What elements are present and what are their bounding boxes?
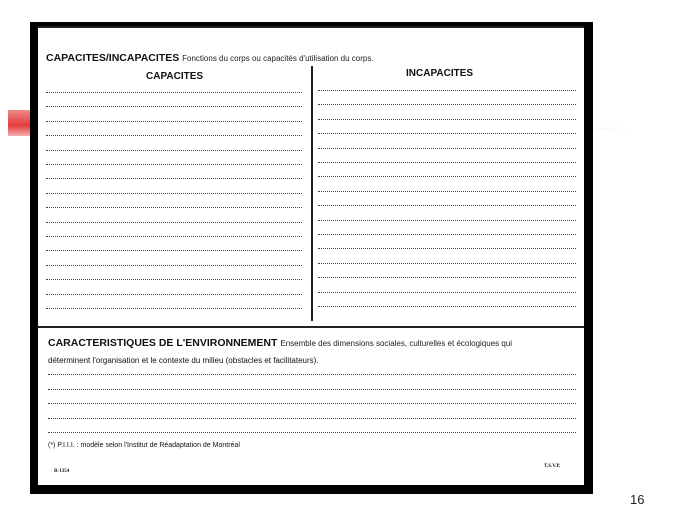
dotted-write-line[interactable] xyxy=(46,135,302,136)
dotted-write-line[interactable] xyxy=(46,193,302,194)
dotted-write-line[interactable] xyxy=(46,178,302,179)
dotted-write-line[interactable] xyxy=(48,432,576,433)
dotted-write-line[interactable] xyxy=(46,92,302,93)
dotted-write-line[interactable] xyxy=(318,104,576,105)
tsvp-label: T.S.V.P. xyxy=(544,464,561,469)
dotted-write-line[interactable] xyxy=(46,265,302,266)
dotted-write-line[interactable] xyxy=(46,106,302,107)
slide-page-number: 16 xyxy=(630,492,645,507)
column-header-capacites: CAPACITES xyxy=(146,71,204,82)
dotted-write-line[interactable] xyxy=(46,164,302,165)
section-environnement-description-2: déterminent l'organisation et le contexte du milieu (obstacles et facilitateurs). xyxy=(48,356,319,365)
dotted-write-line[interactable] xyxy=(46,279,302,280)
dotted-write-line[interactable] xyxy=(318,90,576,91)
dotted-write-line[interactable] xyxy=(48,403,576,404)
dotted-write-line[interactable] xyxy=(46,294,302,295)
slide-accent-bar xyxy=(8,110,32,136)
section-capacites-title: CAPACITES/INCAPACITES xyxy=(46,52,180,64)
dotted-write-line[interactable] xyxy=(48,418,576,419)
dotted-write-line[interactable] xyxy=(318,162,576,163)
column-divider xyxy=(311,66,313,321)
section-capacites-heading xyxy=(46,52,374,64)
dotted-write-line[interactable] xyxy=(48,389,576,390)
form-sheet xyxy=(38,26,584,485)
dotted-write-line[interactable] xyxy=(46,308,302,309)
dotted-write-line[interactable] xyxy=(318,148,576,149)
capacites-write-lines xyxy=(46,92,302,322)
dotted-write-line[interactable] xyxy=(318,277,576,278)
dotted-write-line[interactable] xyxy=(46,207,302,208)
dotted-write-line[interactable] xyxy=(48,374,576,375)
column-header-incapacites: INCAPACITES xyxy=(406,68,474,79)
dotted-write-line[interactable] xyxy=(318,205,576,206)
dotted-write-line[interactable] xyxy=(46,236,302,237)
dotted-write-line[interactable] xyxy=(318,119,576,120)
dotted-write-line[interactable] xyxy=(46,121,302,122)
section-capacites-description: Fonctions du corps ou capacités d'utilisation du corps. xyxy=(182,54,374,63)
dotted-write-line[interactable] xyxy=(318,176,576,177)
scanned-form-frame xyxy=(30,22,593,494)
dotted-write-line[interactable] xyxy=(318,306,576,307)
dotted-write-line[interactable] xyxy=(318,234,576,235)
dotted-write-line[interactable] xyxy=(318,292,576,293)
dotted-write-line[interactable] xyxy=(318,133,576,134)
incapacites-write-lines xyxy=(318,90,576,322)
dotted-write-line[interactable] xyxy=(46,250,302,251)
footnote: (*) P.I.I.I. : modèle selon l'Institut de Réadaptation de Montréal xyxy=(48,442,240,449)
dotted-write-line[interactable] xyxy=(46,222,302,223)
top-rule xyxy=(38,26,584,28)
dotted-write-line[interactable] xyxy=(318,220,576,221)
dotted-write-line[interactable] xyxy=(318,263,576,264)
middle-rule xyxy=(38,326,584,328)
form-code: R-1354 xyxy=(54,469,70,474)
environnement-write-lines xyxy=(48,374,576,436)
section-environnement-description-1: Ensemble des dimensions sociales, culturelles et écologiques qui xyxy=(280,339,513,348)
dotted-write-line[interactable] xyxy=(46,150,302,151)
section-environnement-title: CARACTERISTIQUES DE L'ENVIRONNEMENT xyxy=(48,337,278,349)
dotted-write-line[interactable] xyxy=(318,248,576,249)
section-environnement-heading xyxy=(48,337,512,349)
dotted-write-line[interactable] xyxy=(318,191,576,192)
